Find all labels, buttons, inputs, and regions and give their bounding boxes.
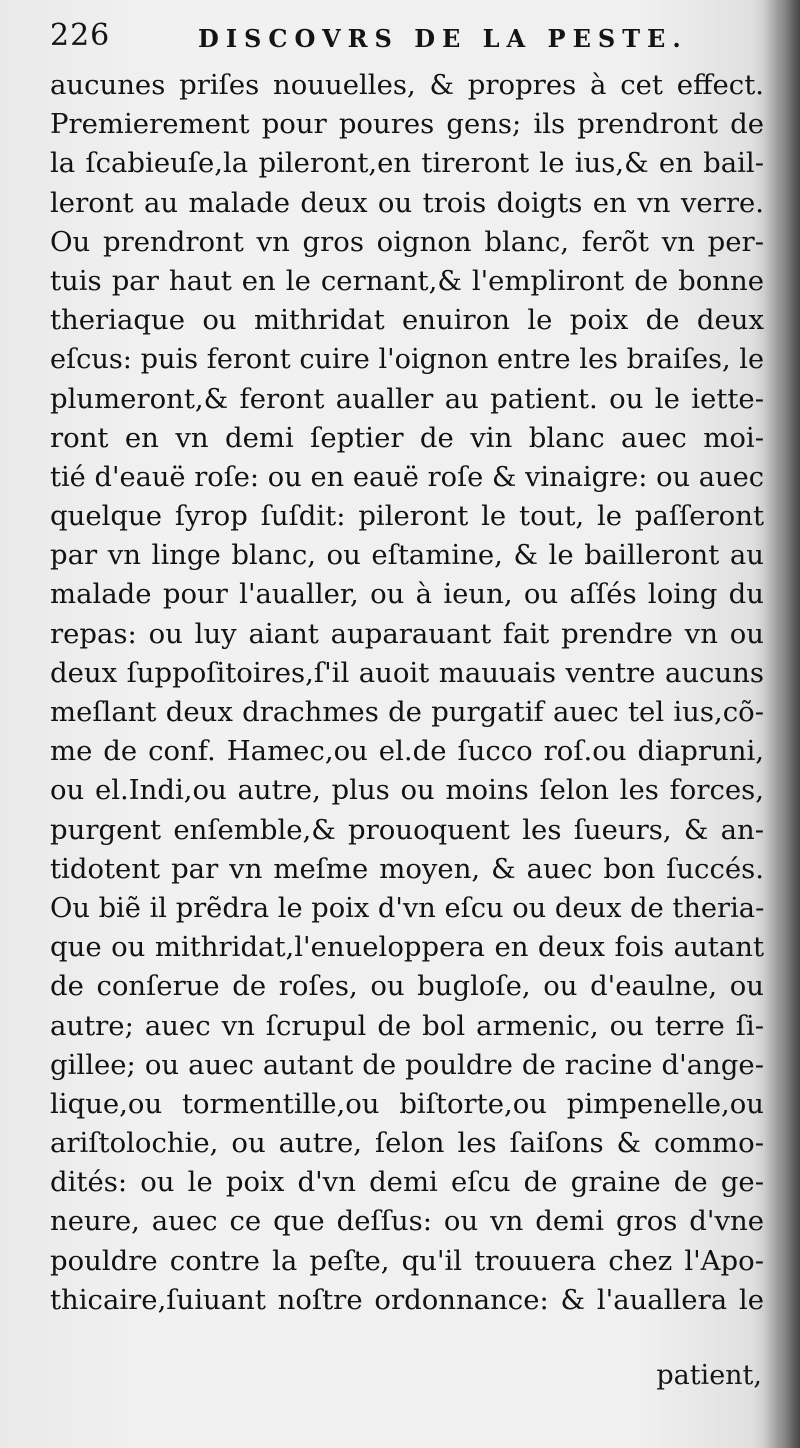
text-line: autre; auec vn ſcrupul de bol armenic, ou terre ſi- — [50, 1009, 764, 1042]
page-number: 226 — [50, 18, 111, 53]
text-line: gillee; ou auec autant de pouldre de racine d'ange- — [50, 1048, 764, 1081]
running-title: DISCOVRS DE LA PESTE. — [198, 24, 688, 53]
text-line: plumeront,& feront aualler au patient. ou le iette- — [50, 382, 764, 415]
catchword: patient, — [656, 1360, 762, 1391]
text-line: me de conf. Hamec,ou el.de ſucco roſ.ou diapruni, — [50, 735, 764, 768]
text-line: tuis par haut en le cernant,& l'empliront de bonne — [50, 264, 764, 297]
text-line: tidotent par vn meſme moyen, & auec bon ſuccés. — [50, 852, 764, 885]
text-line: malade pour l'aualler, ou à ieun, ou aſſés loing du — [50, 578, 764, 611]
text-line: deux ſuppoſitoires,ſ'il auoit mauuais ventre aucuns — [50, 656, 764, 689]
text-line: que ou mithridat,l'enueloppera en deux fois autant — [50, 931, 764, 964]
text-line: quelque ſyrop ſuſdit: pileront le tout, le paſſeront — [50, 500, 764, 533]
text-line: ariſtolochie, ou autre, ſelon les ſaiſons & commo- — [50, 1127, 764, 1160]
text-line: ou el.Indi,ou autre, plus ou moins ſelon les forces, — [50, 774, 764, 807]
text-line: la ſcabieuſe,la pileront,en tireront le ius,& en bail- — [50, 147, 764, 180]
text-line: neure, auec ce que deſſus: ou vn demi gros d'vne — [50, 1205, 764, 1238]
text-line: de conſerue de roſes, ou bugloſe, ou d'eaulne, ou — [50, 970, 764, 1003]
text-line: ront en vn demi ſeptier de vin blanc auec moi- — [50, 421, 764, 454]
page-header — [50, 16, 770, 56]
text-line: purgent enſemble,& prouoquent les ſueurs, & an- — [50, 813, 764, 846]
text-line: theriaque ou mithridat enuiron le poix de deux — [50, 304, 764, 337]
text-line: leront au malade deux ou trois doigts en vn verre. — [50, 186, 764, 219]
text-line: lique,ou tormentille,ou biſtorte,ou pimpenelle,ou — [50, 1087, 764, 1120]
text-line: pouldre contre la peſte, qu'il trouuera chez l'Apo- — [50, 1244, 764, 1277]
body-text — [50, 66, 764, 1320]
text-line: Ou prendront vn gros oignon blanc, ferõt vn per- — [50, 225, 764, 258]
text-line: repas: ou luy aiant auparauant fait prendre vn ou — [50, 617, 764, 650]
text-line: dités: ou le poix d'vn demi eſcu de graine de ge- — [50, 1166, 764, 1199]
text-line: aucunes priſes nouuelles, & propres à cet effect. — [50, 69, 764, 101]
page-edge-shadow — [764, 0, 800, 1448]
text-line: eſcus: puis feront cuire l'oignon entre les braiſes, le — [50, 343, 765, 376]
text-line: Ou biẽ il prẽdra le poix d'vn eſcu ou deux de theria- — [50, 891, 765, 924]
text-line: meſlant deux drachmes de purgatif auec tel ius,cõ- — [50, 696, 764, 728]
text-line: Premierement pour poures gens; ils prendront de — [50, 108, 764, 141]
text-line: tié d'eauë roſe: ou en eauë roſe & vinaigre: ou auec — [50, 460, 765, 493]
text-line: par vn linge blanc, ou eſtamine, & le bailleront au — [50, 539, 764, 572]
text-line: thicaire,ſuiuant noſtre ordonnance: & l'auallera le — [50, 1283, 764, 1316]
